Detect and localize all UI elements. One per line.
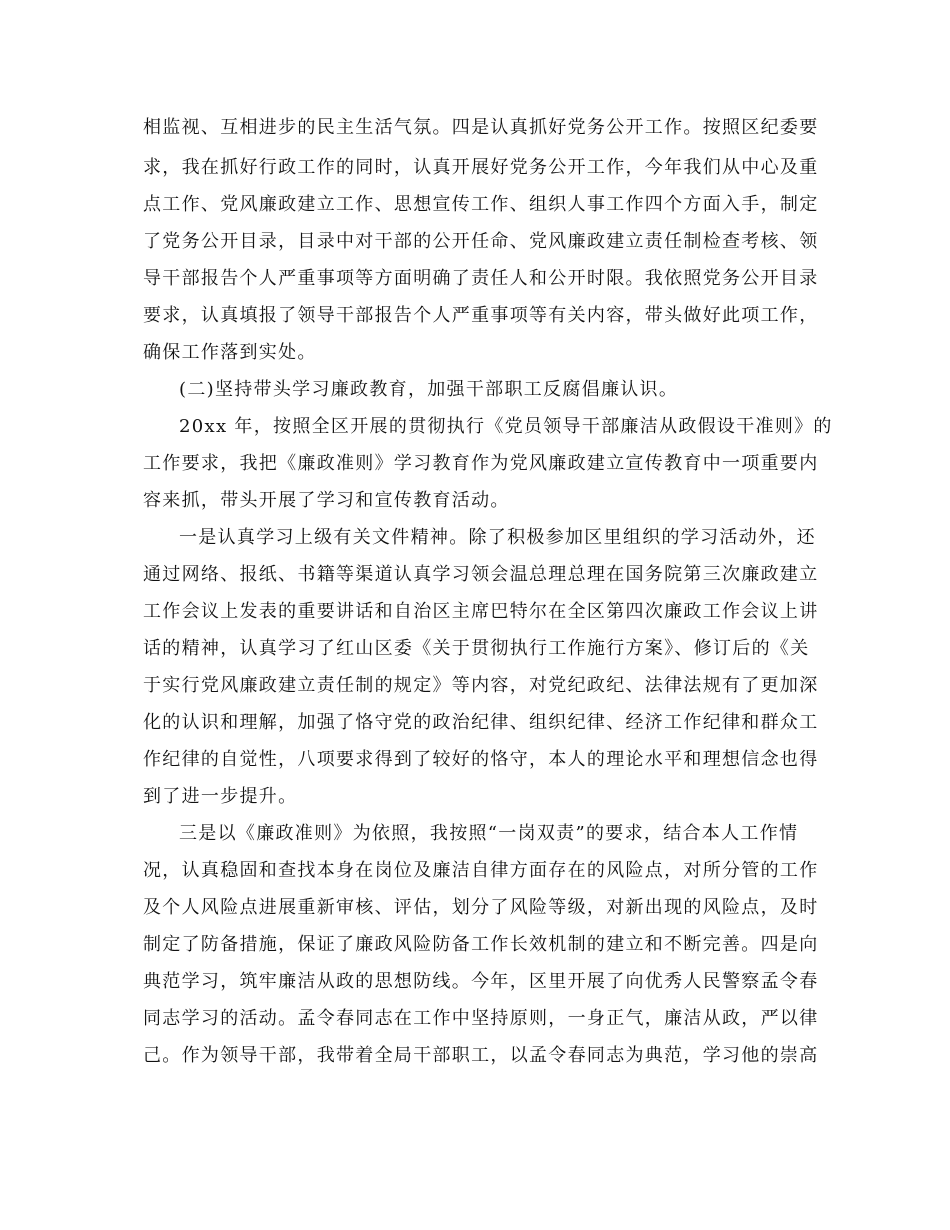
section-heading: (二)坚持带头学习廉政教育，加强干部职工反腐倡廉认识。 (179, 379, 679, 400)
body-text-line: 三是以《廉政准则》为依照，我按照“一岗双责”的要求，结合本人工作情 (179, 823, 799, 844)
body-text-line: 作纪律的自觉性，八项要求得到了较好的恪守，本人的理论水平和理想信念也得 (143, 749, 819, 770)
body-text-line: 况，认真稳固和查找本身在岗位及廉洁自律方面存在的风险点，对所分管的工作 (143, 860, 819, 881)
body-text-line: 20xx 年，按照全区开展的贯彻执行《党员领导干部廉洁从政假设干准则》的 (179, 416, 833, 437)
body-text-line: 同志学习的活动。孟令春同志在工作中坚持原则，一身正气，廉洁从政，严以律 (143, 1008, 819, 1029)
body-text-line: 制定了防备措施，保证了廉政风险防备工作长效机制的建立和不断完善。四是向 (143, 934, 819, 955)
body-text-line: 典范学习，筑牢廉洁从政的思想防线。今年，区里开展了向优秀人民警察孟令春 (143, 971, 819, 992)
body-text-line: 了党务公开目录，目录中对干部的公开任命、党风廉政建立责任制检查考核、领 (143, 231, 819, 252)
body-text-line: 话的精神，认真学习了红山区委《关于贯彻执行工作施行方案》、修订后的《关 (143, 638, 810, 659)
body-text-line: 容来抓，带头开展了学习和宣传教育活动。 (143, 490, 510, 511)
body-text-line: 通过网络、报纸、书籍等渠道认真学习领会温总理总理在国务院第三次廉政建立 (143, 564, 819, 585)
body-text-line: 化的认识和理解，加强了恪守党的政治纪律、组织纪律、经济工作纪律和群众工 (143, 712, 819, 733)
body-text-line: 一是认真学习上级有关文件精神。除了积极参加区里组织的学习活动外，还 (179, 527, 816, 548)
body-text-line: 到了进一步提升。 (143, 786, 298, 807)
body-text-line: 相监视、互相进步的民主生活气氛。四是认真抓好党务公开工作。按照区纪委要 (143, 117, 819, 138)
body-text-line: 导干部报告个人严重事项等方面明确了责任人和公开时限。我依照党务公开目录 (143, 268, 819, 289)
body-text-line: 求，我在抓好行政工作的同时，认真开展好党务公开工作，今年我们从中心及重 (143, 157, 819, 178)
body-text-line: 点工作、党风廉政建立工作、思想宣传工作、组织人事工作四个方面入手，制定 (143, 194, 819, 215)
body-text-line: 工作会议上发表的重要讲话和自治区主席巴特尔在全区第四次廉政工作会议上讲 (143, 601, 819, 622)
body-text-line: 及个人风险点进展重新审核、评估，划分了风险等级，对新出现的风险点，及时 (143, 897, 819, 918)
body-text-line: 于实行党风廉政建立责任制的规定》等内容，对党纪政纪、法律法规有了更加深 (143, 675, 819, 696)
body-text-line: 工作要求，我把《廉政准则》学习教育作为党风廉政建立宣传教育中一项重要内 (143, 453, 819, 474)
body-text-line: 要求，认真填报了领导干部报告个人严重事项等有关内容，带头做好此项工作， (143, 305, 819, 326)
body-text-line: 己。作为领导干部，我带着全局干部职工，以孟令春同志为典范，学习他的崇高 (143, 1045, 819, 1066)
body-text-line: 确保工作落到实处。 (143, 342, 317, 363)
